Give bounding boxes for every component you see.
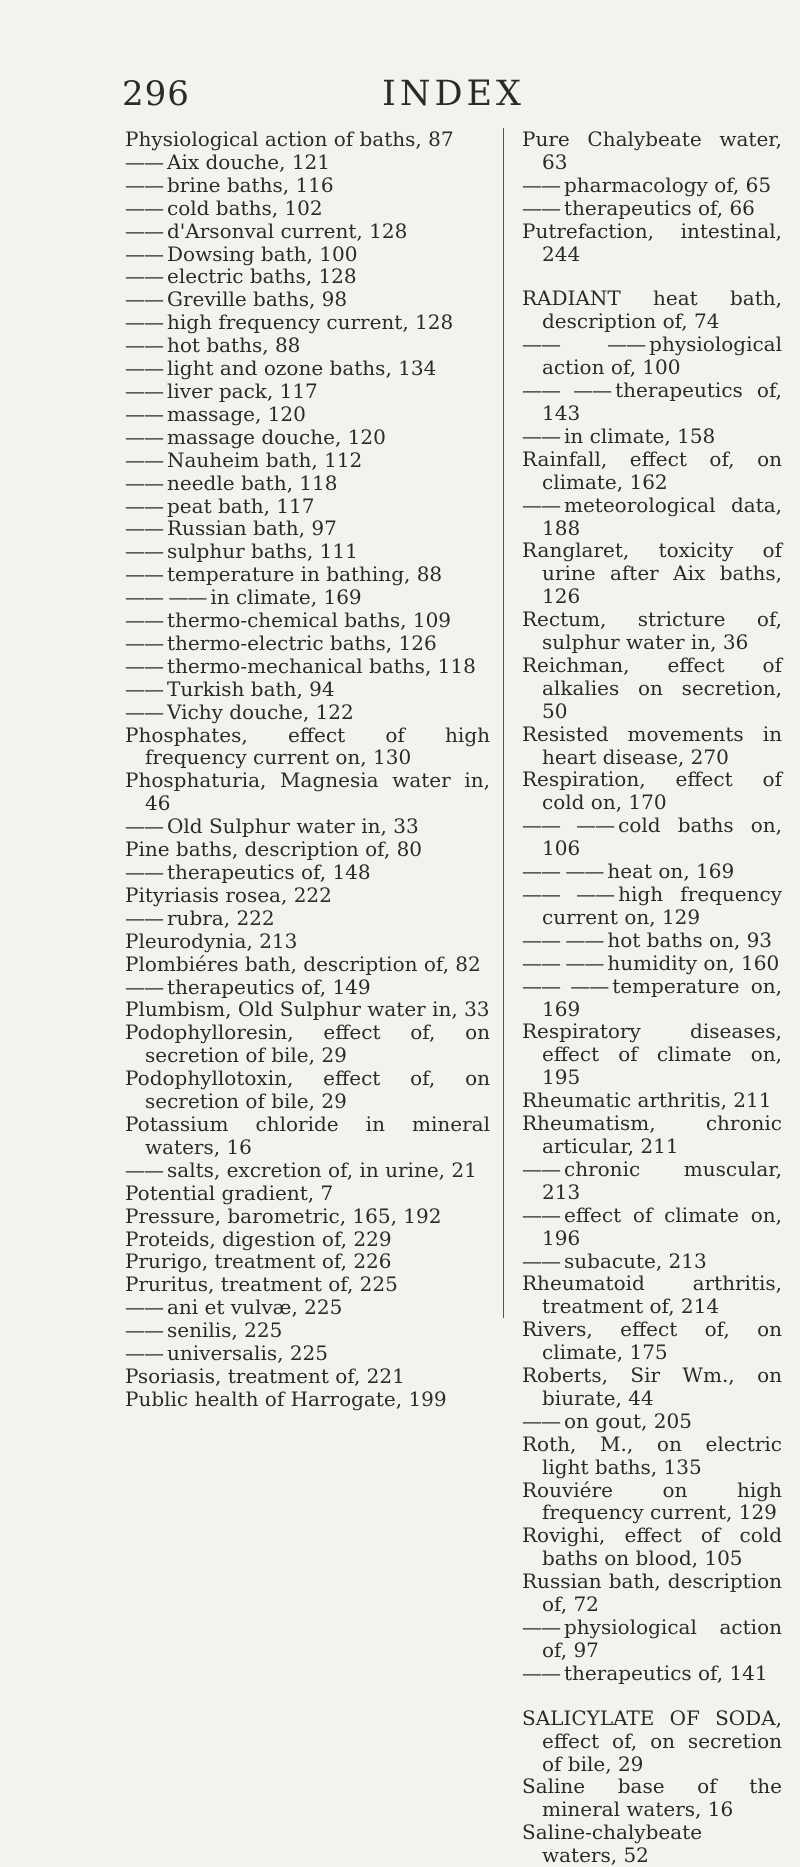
index-entry: [522, 1821, 782, 1867]
entry-text: Rheumatoid arthritis, treatment of, 214: [522, 1271, 782, 1319]
entry-text: Aix douche, 121: [167, 149, 331, 174]
entry-text: Russian bath, 97: [167, 516, 337, 541]
index-entry: [125, 884, 490, 907]
index-entry: [125, 953, 490, 976]
index-entry: [522, 1318, 782, 1364]
index-entry: [522, 952, 782, 975]
ditto-dash: ——: [522, 1248, 560, 1273]
index-entry: [522, 768, 782, 814]
entry-text: Greville baths, 98: [167, 287, 348, 312]
entry-text: Proteids, digestion of, 229: [125, 1226, 392, 1251]
index-entry: [522, 494, 782, 540]
section-gap: [522, 1685, 782, 1707]
index-entry: [125, 426, 490, 449]
index-entry: [125, 1205, 490, 1228]
index-entry: [125, 265, 490, 288]
entry-text: Physiological action of baths, 87: [125, 127, 454, 151]
index-entry: [125, 380, 490, 403]
index-entry: [522, 1204, 782, 1250]
ditto-dash: ——: [125, 974, 163, 999]
entry-text: senilis, 225: [167, 1318, 283, 1343]
index-entry: [125, 1113, 490, 1159]
entry-text: salts, excretion of, in urine, 21: [167, 1157, 477, 1182]
index-entry: [522, 128, 782, 174]
ditto-dash: ——: [125, 218, 163, 243]
entry-text: Plombiéres bath, description of, 82: [125, 951, 481, 976]
entry-text: light and ozone baths, 134: [167, 356, 437, 381]
entry-text: Rouviére on high frequency current, 129: [522, 1477, 782, 1525]
entry-text: Pityriasis rosea, 222: [125, 882, 332, 907]
entry-text: Pressure, barometric, 165, 192: [125, 1203, 442, 1228]
entry-text: Old Sulphur water in, 33: [167, 814, 419, 839]
index-entry: [522, 1020, 782, 1089]
index-entry: [125, 769, 490, 815]
index-entry: [522, 448, 782, 494]
ditto-dash: ——: [125, 630, 163, 655]
entry-text: effect of climate on, 196: [542, 1202, 782, 1250]
ditto-dash: ——: [125, 447, 163, 472]
entry-text: cold baths, 102: [167, 195, 323, 220]
entry-text: in climate, 169: [210, 585, 362, 610]
index-entry: [522, 1775, 782, 1821]
entry-text: Respiration, effect of cold on, 170: [522, 767, 782, 815]
entry-text: thermo-mechanical baths, 118: [167, 653, 476, 678]
entry-text: hot baths, 88: [167, 333, 301, 358]
entry-text: Phosphates, effect of high frequency current on, 130: [125, 722, 490, 770]
index-entry: [125, 403, 490, 426]
ditto-dash: ——: [522, 492, 560, 517]
index-entry: [522, 287, 782, 333]
index-entry: [522, 1433, 782, 1479]
entry-text: Pine baths, description of, 80: [125, 837, 423, 862]
entry-text: peat bath, 117: [167, 493, 315, 518]
ditto-dash: ——: [125, 814, 163, 839]
ditto-dash: ——: [125, 493, 163, 518]
ditto-dash: ——: [125, 676, 163, 701]
ditto-dash: ——: [125, 539, 163, 564]
ditto-dash: ——: [125, 149, 163, 174]
section-gap: [522, 265, 782, 287]
page-number: 296: [122, 74, 190, 114]
ditto-dash: ——: [125, 562, 163, 587]
entry-text: therapeutics of, 141: [564, 1660, 768, 1685]
entry-text: physiological action of, 97: [542, 1615, 782, 1662]
index-entry: [125, 1388, 490, 1411]
entry-text: sulphur baths, 111: [167, 539, 358, 564]
index-entry: [125, 724, 490, 770]
index-entry: [125, 334, 490, 357]
entry-text: Potassium chloride in mineral waters, 16: [125, 1111, 490, 1159]
index-entry: [522, 654, 782, 723]
entry-text: Saline-chalybeate waters, 52: [522, 1820, 703, 1867]
entry-text: Rainfall, effect of, on climate, 162: [522, 446, 782, 494]
index-entry: [125, 449, 490, 472]
ditto-dash: ——: [125, 516, 163, 541]
ditto-dash: ——: [522, 1660, 560, 1685]
entry-text: therapeutics of, 143: [542, 378, 782, 425]
index-entry: [125, 128, 490, 151]
index-entry: [522, 379, 782, 425]
entry-text: liver pack, 117: [167, 378, 318, 403]
index-entry: [522, 860, 782, 883]
index-entry: [522, 1364, 782, 1410]
entry-text: ani et vulvæ, 225: [167, 1295, 343, 1320]
index-entry: [125, 1182, 490, 1205]
ditto-dash: ——: [522, 172, 560, 197]
ditto-dash: ——: [125, 860, 163, 884]
ditto-dash: ——: [125, 424, 163, 449]
index-entry: [522, 1089, 782, 1112]
entry-text: SALICYLATE OF SODA, effect of, on secretion of bile, 29: [522, 1705, 782, 1776]
index-entry: [522, 1616, 782, 1662]
ditto-dash: ——: [125, 172, 163, 197]
entry-text: Rheumatic arthritis, 211: [522, 1088, 772, 1113]
index-entry: [522, 1524, 782, 1570]
ditto-dash: —— ——: [522, 378, 612, 403]
ditto-dash: ——: [125, 241, 163, 266]
index-entry: [125, 1021, 490, 1067]
entry-text: Dowsing bath, 100: [167, 241, 358, 266]
index-entry: [125, 609, 490, 632]
index-entry: [522, 723, 782, 769]
index-entry: [125, 151, 490, 174]
ditto-dash: ——: [125, 1295, 163, 1320]
entry-text: Pure Chalybeate water, 63: [522, 127, 782, 174]
entry-text: Pleurodynia, 213: [125, 928, 298, 953]
index-entry: [125, 586, 490, 609]
index-entry: [522, 1410, 782, 1433]
entry-text: temperature on, 169: [542, 973, 782, 1021]
entry-text: d'Arsonval current, 128: [167, 218, 408, 243]
ditto-dash: ——: [125, 264, 163, 289]
index-entry: [125, 632, 490, 655]
index-entry: [125, 174, 490, 197]
entry-text: hot baths on, 93: [607, 927, 773, 952]
ditto-dash: ——: [125, 470, 163, 495]
ditto-dash: ——: [125, 1341, 163, 1366]
index-entry: [522, 220, 782, 266]
ditto-dash: ——: [125, 699, 163, 724]
entry-text: Resisted movements in heart disease, 270: [522, 721, 782, 769]
ditto-dash: ——: [125, 310, 163, 335]
ditto-dash: —— ——: [125, 585, 207, 610]
ditto-dash: ——: [522, 1408, 560, 1433]
index-entry: [522, 1250, 782, 1273]
ditto-dash: ——: [125, 195, 163, 220]
index-entry: [522, 883, 782, 929]
entry-text: Rovighi, effect of cold baths on blood, 105: [522, 1523, 782, 1571]
index-entry: [522, 539, 782, 608]
index-entry: [522, 929, 782, 952]
index-entry: [125, 1319, 490, 1342]
entry-text: therapeutics of, 66: [564, 195, 755, 220]
index-entry: [125, 1296, 490, 1319]
entry-text: thermo-electric baths, 126: [167, 630, 437, 655]
index-entry: [522, 425, 782, 448]
ditto-dash: —— ——: [522, 332, 646, 357]
index-entry: [522, 333, 782, 379]
entry-text: therapeutics of, 148: [167, 860, 371, 884]
running-title: INDEX: [382, 74, 525, 114]
entry-text: heat on, 169: [607, 859, 735, 884]
ditto-dash: ——: [125, 1318, 163, 1343]
entry-text: on gout, 205: [564, 1408, 692, 1433]
entry-text: Saline base of the mineral waters, 16: [522, 1774, 782, 1822]
entry-text: massage, 120: [167, 401, 306, 426]
ditto-dash: —— ——: [522, 950, 604, 975]
entry-text: Respiratory diseases, effect of climate on, 195: [522, 1019, 782, 1090]
ditto-dash: ——: [125, 333, 163, 358]
index-entry: [125, 1159, 490, 1182]
entry-text: Public health of Harrogate, 199: [125, 1386, 447, 1411]
page-header: [122, 74, 746, 118]
entry-text: Podophyllotoxin, effect of, on secretion of bile, 29: [125, 1066, 490, 1114]
index-entry: [125, 288, 490, 311]
ditto-dash: ——: [125, 905, 163, 930]
entry-text: Psoriasis, treatment of, 221: [125, 1363, 405, 1388]
index-entry: [125, 1365, 490, 1388]
ditto-dash: ——: [125, 401, 163, 426]
entry-text: Phosphaturia, Magnesia water in, 46: [125, 768, 490, 816]
entry-text: Rivers, effect of, on climate, 175: [522, 1317, 782, 1365]
index-entry: [522, 1272, 782, 1318]
ditto-dash: ——: [522, 1202, 560, 1227]
entry-text: Prurigo, treatment of, 226: [125, 1249, 392, 1274]
index-entry: [125, 838, 490, 861]
entry-text: physiological action of, 100: [542, 332, 782, 380]
ditto-dash: ——: [522, 1615, 560, 1639]
entry-text: pharmacology of, 65: [564, 172, 772, 197]
index-entry: [125, 197, 490, 220]
entry-text: RADIANT heat bath, description of, 74: [522, 286, 782, 334]
index-entry: [522, 174, 782, 197]
index-entry: [522, 1112, 782, 1158]
index-entry: [522, 1707, 782, 1776]
ditto-dash: ——: [522, 1156, 560, 1181]
entry-text: cold baths on, 106: [542, 813, 782, 861]
entry-text: Reichman, effect of alkalies on secretion, 50: [522, 652, 782, 723]
entry-text: Vichy douche, 122: [167, 699, 354, 724]
index-entry: [125, 976, 490, 999]
index-entry: [125, 311, 490, 334]
index-entry: [125, 998, 490, 1021]
entry-text: Russian bath, description of, 72: [522, 1569, 782, 1617]
ditto-dash: —— ——: [522, 882, 615, 906]
column-divider: [503, 128, 504, 1318]
entry-text: thermo-chemical baths, 109: [167, 608, 452, 633]
index-entry: [125, 517, 490, 540]
ditto-dash: ——: [522, 423, 560, 448]
entry-text: Ranglaret, toxicity of urine after Aix baths, 126: [522, 538, 782, 609]
index-entry: [522, 814, 782, 860]
entry-text: humidity on, 160: [607, 950, 780, 975]
index-entry: [522, 197, 782, 220]
ditto-dash: ——: [125, 1157, 163, 1182]
left-index-column: [125, 128, 490, 1411]
index-entry: [125, 815, 490, 838]
index-entry: [522, 975, 782, 1021]
entry-text: Roth, M., on electric light baths, 135: [522, 1431, 782, 1479]
index-entry: [125, 357, 490, 380]
entry-text: temperature in bathing, 88: [167, 562, 443, 587]
entry-text: Rheumatism, chronic articular, 211: [522, 1111, 782, 1158]
index-entry: [125, 1273, 490, 1296]
entry-text: high frequency current, 128: [167, 310, 454, 335]
index-entry: [522, 1570, 782, 1616]
ditto-dash: —— ——: [522, 927, 604, 952]
entry-text: meteorological data, 188: [542, 492, 782, 540]
entry-text: massage douche, 120: [167, 424, 386, 449]
index-entry: [125, 930, 490, 953]
entry-text: subacute, 213: [564, 1248, 707, 1273]
entry-text: chronic muscular, 213: [542, 1156, 782, 1204]
index-entry: [522, 1479, 782, 1525]
index-entry: [522, 1662, 782, 1685]
index-entry: [522, 1158, 782, 1204]
ditto-dash: —— ——: [522, 973, 609, 998]
index-entry: [125, 1342, 490, 1365]
entry-text: Rectum, stricture of, sulphur water in, 36: [522, 607, 782, 655]
ditto-dash: ——: [125, 356, 163, 381]
index-entry: [522, 608, 782, 654]
entry-text: therapeutics of, 149: [167, 974, 371, 999]
index-entry: [125, 701, 490, 724]
entry-text: high frequency current on, 129: [542, 882, 782, 929]
entry-text: Nauheim bath, 112: [167, 447, 363, 472]
index-entry: [125, 655, 490, 678]
entry-text: Podophylloresin, effect of, on secretion of bile, 29: [125, 1020, 490, 1068]
entry-text: Plumbism, Old Sulphur water in, 33: [125, 997, 490, 1022]
entry-text: needle bath, 118: [167, 470, 338, 495]
ditto-dash: ——: [522, 195, 560, 220]
index-entry: [125, 907, 490, 930]
ditto-dash: —— ——: [522, 813, 615, 838]
index-entry: [125, 243, 490, 266]
ditto-dash: ——: [125, 653, 163, 678]
right-index-column: [522, 128, 782, 1867]
entry-text: universalis, 225: [167, 1341, 328, 1366]
index-entry: [125, 495, 490, 518]
index-entry: [125, 861, 490, 884]
entry-text: Potential gradient, 7: [125, 1180, 334, 1205]
index-entry: [125, 678, 490, 701]
ditto-dash: ——: [125, 608, 163, 633]
entry-text: Putrefaction, intestinal, 244: [522, 218, 782, 266]
index-entry: [125, 563, 490, 586]
index-entry: [125, 220, 490, 243]
entry-text: in climate, 158: [564, 423, 716, 448]
index-entry: [125, 1067, 490, 1113]
index-entry: [125, 540, 490, 563]
index-entry: [125, 472, 490, 495]
ditto-dash: ——: [125, 287, 163, 312]
entry-text: brine baths, 116: [167, 172, 334, 197]
entry-text: Roberts, Sir Wm., on biurate, 44: [522, 1363, 782, 1410]
entry-text: Pruritus, treatment of, 225: [125, 1272, 398, 1297]
index-entry: [125, 1250, 490, 1273]
index-entry: [125, 1228, 490, 1251]
ditto-dash: ——: [125, 378, 163, 403]
entry-text: electric baths, 128: [167, 264, 357, 289]
entry-text: rubra, 222: [167, 905, 275, 930]
entry-text: Turkish bath, 94: [167, 676, 335, 701]
ditto-dash: —— ——: [522, 859, 604, 884]
